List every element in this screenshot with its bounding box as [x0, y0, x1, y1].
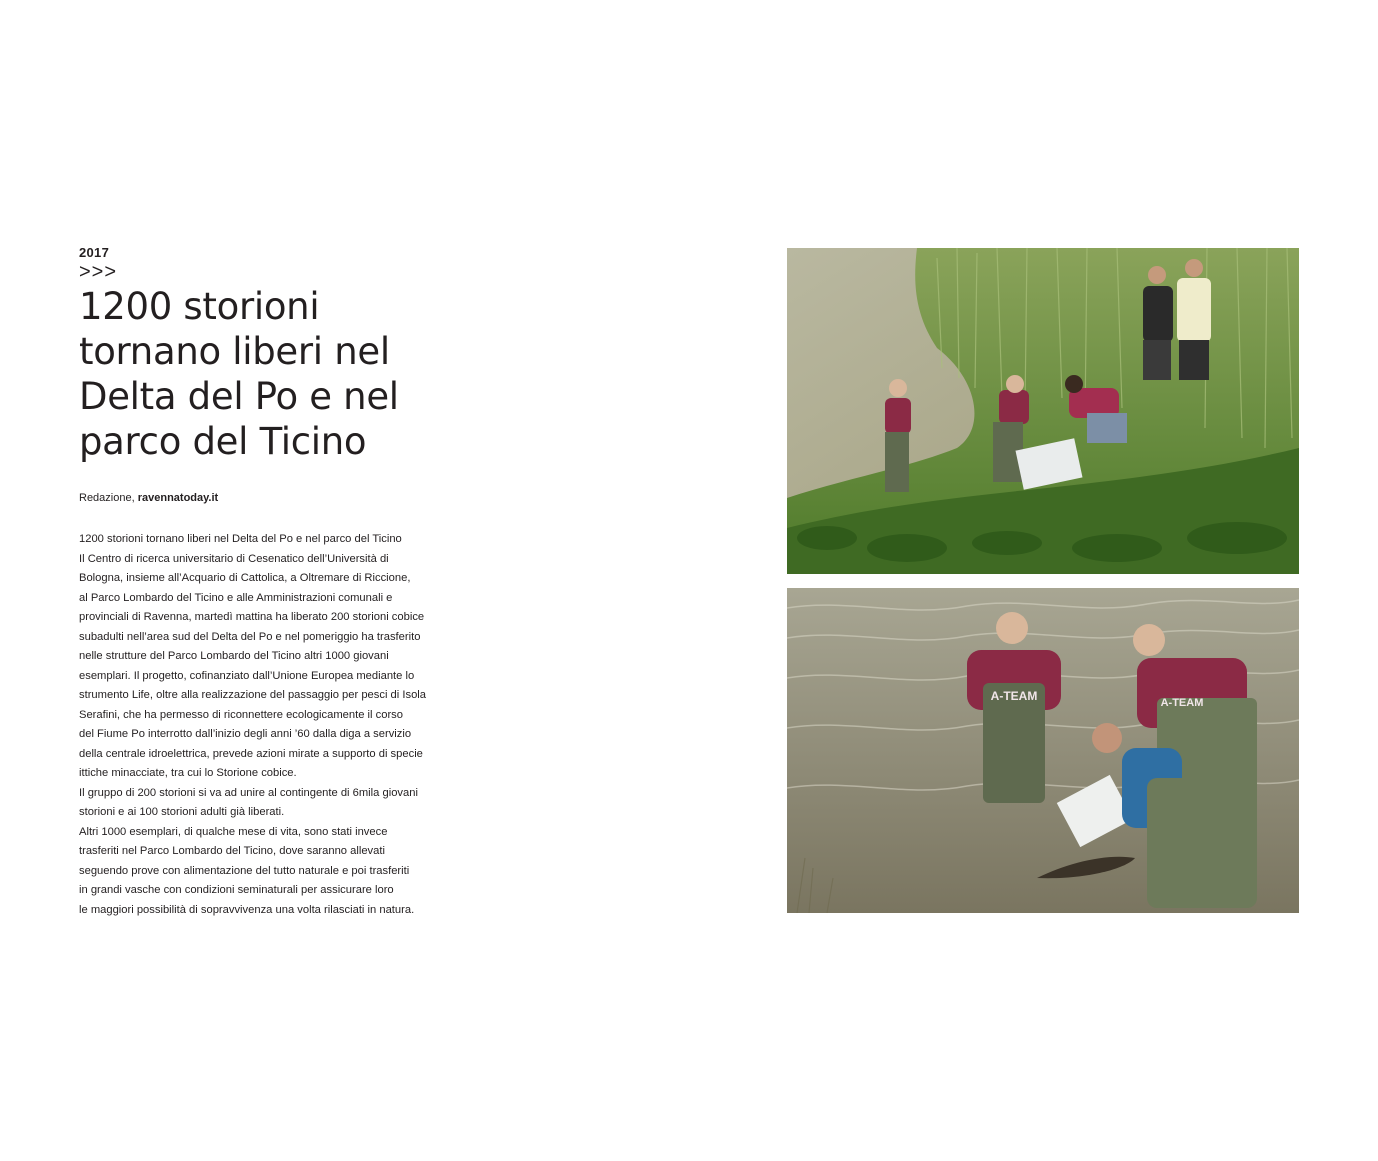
title-line: 1200 storioni — [79, 285, 320, 328]
body-line: storioni e ai 100 storioni adulti già liberati. — [79, 806, 285, 818]
article-title — [79, 284, 479, 464]
title-line: tornano liberi nel — [79, 330, 390, 373]
photo-sturgeon-release — [787, 588, 1299, 913]
body-line: Bologna, insieme all’Acquario di Cattolica, a Oltremare di Riccione, — [79, 572, 411, 584]
section-arrows: >>> — [79, 261, 118, 283]
body-line: trasferiti nel Parco Lombardo del Ticino, dove saranno allevati — [79, 845, 385, 857]
article-body — [79, 530, 479, 920]
body-line: Il Centro di ricerca universitario di Cesenatico dell’Università di — [79, 552, 389, 565]
title-line: parco del Ticino — [79, 420, 367, 463]
article-year: 2017 — [79, 245, 110, 260]
body-line: nelle strutture del Parco Lombardo del Ticino altri 1000 giovani — [79, 650, 389, 662]
body-line: Altri 1000 esemplari, di qualche mese di vita, sono stati invece — [79, 825, 388, 838]
article-header — [79, 244, 479, 505]
body-line: in grandi vasche con condizioni seminaturali per assicurare loro — [79, 884, 394, 896]
body-line: della centrale idroelettrica, prevede azioni mirate a supporto di specie — [79, 747, 423, 760]
body-line: 1200 storioni tornano liberi nel Delta del Po e nel parco del Ticino — [79, 533, 402, 545]
body-line: ittiche minacciate, tra cui lo Storione cobice. — [79, 767, 297, 779]
body-line: le maggiori possibilità di sopravvivenza una volta rilasciati in natura. — [79, 903, 415, 916]
body-line: provinciali di Ravenna, martedì mattina ha liberato 200 storioni cobice — [79, 611, 425, 623]
title-line: Delta del Po e nel — [79, 375, 399, 418]
body-line: del Fiume Po interrotto dall’inizio degli anni ’60 dalla diga a servizio — [79, 728, 412, 740]
article-byline — [79, 491, 479, 505]
photo-riverbank-release — [787, 248, 1299, 574]
shirt-print: A-TEAM — [990, 689, 1038, 703]
byline-source: ravennatoday.it — [137, 492, 219, 504]
body-line: strumento Life, oltre alla realizzazione del passaggio per pesci di Isola — [79, 689, 427, 701]
body-line: subadulti nell’area sud del Delta del Po e nel pomeriggio ha trasferito — [79, 630, 421, 643]
body-line: Il gruppo di 200 storioni si va ad unire al contingente di 6mila giovani — [79, 786, 418, 799]
riverbank-illustration — [787, 248, 1299, 574]
body-line: esemplari. Il progetto, cofinanziato dall’Unione Europea mediante lo — [79, 669, 415, 682]
river-illustration — [787, 588, 1299, 913]
body-line: al Parco Lombardo del Ticino e alle Amministrazioni comunali e — [79, 591, 393, 604]
shirt-print: A-TEAM — [1160, 697, 1204, 709]
byline-prefix: Redazione, — [79, 492, 138, 504]
body-line: Serafini, che ha permesso di riconnettere ecologicamente il corso — [79, 708, 403, 721]
body-line: seguendo prove con alimentazione del tutto naturale e poi trasferiti — [79, 864, 410, 877]
